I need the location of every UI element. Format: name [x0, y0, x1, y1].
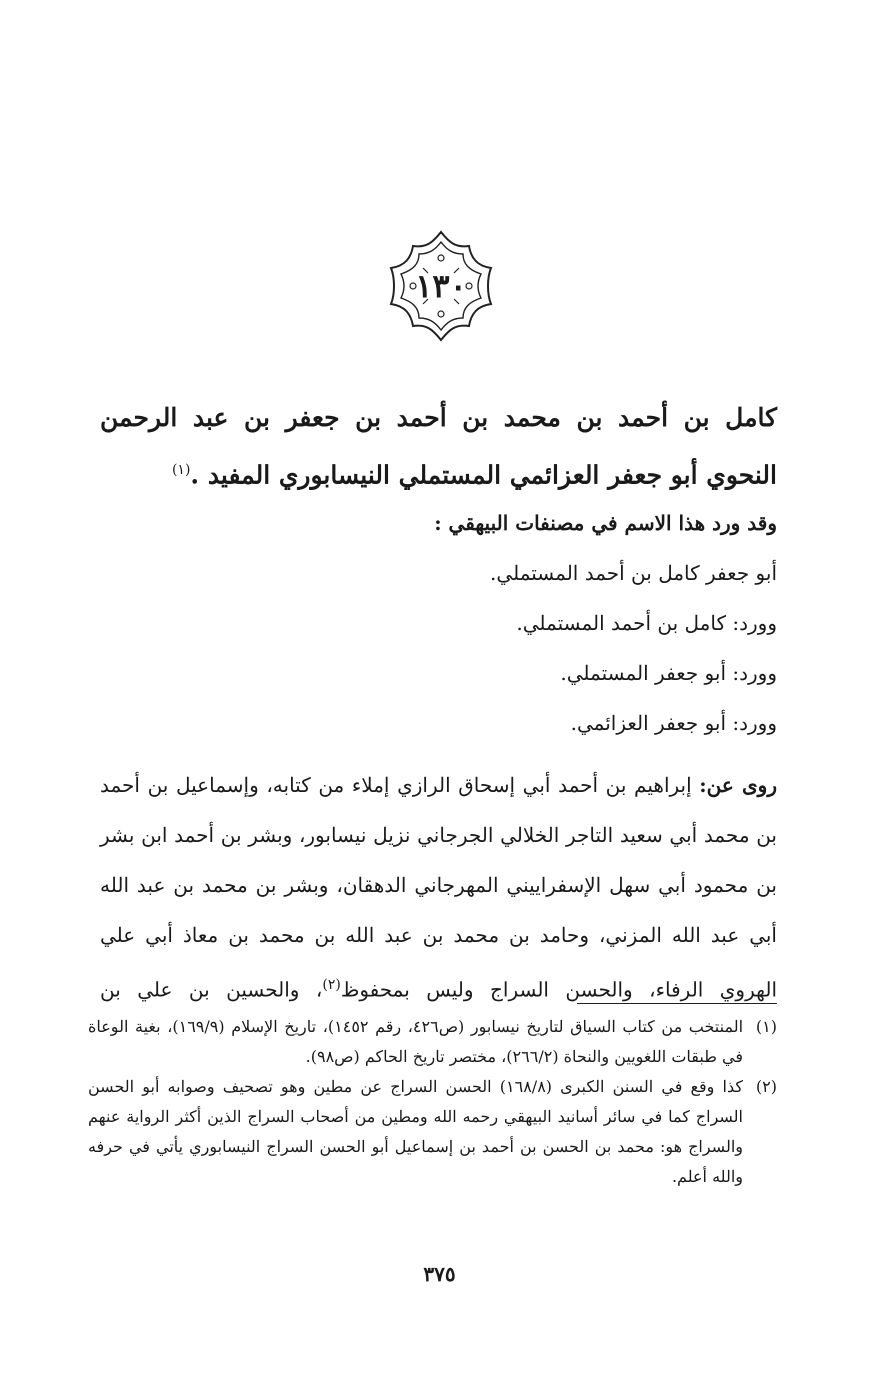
- footnote: [88, 1072, 777, 1192]
- name-variant: وورد: أبو جعفر المستملي.: [560, 661, 777, 685]
- entry-title-text: كامل بن أحمد بن محمد بن أحمد بن جعفر بن عبد الرحمن النحوي أبو جعفر العزائمي المستملي النيسابوري المفيد .: [100, 403, 777, 490]
- footnote-separator: [577, 1003, 777, 1004]
- name-variants: [100, 548, 777, 748]
- footnotes: [88, 1012, 777, 1192]
- entry-number-ornament: [383, 228, 499, 344]
- footnote-ref-2: (٢): [322, 977, 341, 993]
- entry-number: ١٣٠: [415, 267, 467, 305]
- footnote: [88, 1012, 777, 1072]
- name-variant: أبو جعفر كامل بن أحمد المستملي.: [490, 561, 777, 585]
- footnote-number: (٢): [755, 1077, 777, 1096]
- entry-title: [100, 392, 777, 501]
- footnote-ref-1: (١): [171, 462, 191, 478]
- narrated-from-text: إبراهيم بن أحمد أبي إسحاق الرازي إملاء من كتابه، وإسماعيل بن أحمد بن محمد أبي سعيد التاجر الخلالي الجرجاني نزيل نيسابور، وبشر بن أحمد ابن بشر بن محمود أبي سهل الإسفراييني المهرجاني الدهقان، وبشر بن محمد بن عبد الله أبي عبد الله المزني، وحامد بن محمد بن عبد الله بن محمد بن معاذ أبي علي الهروي الرفاء، والحسن السراج وليس بمحفوظ: [100, 773, 777, 1002]
- footnote-text: كذا وقع في السنن الكبرى (١٦٨/٨) الحسن السراج عن مطين وهو تصحيف وصوابه أبو الحسن السراج كما في سائر أسانيد البيهقي رحمه الله ومطين من أصحاب السراج الذين أكثر الرواية عنهم والسراج هو: محمد بن الحسن بن أحمد بن إسماعيل أبو الحسن السراج النيسابوري يأتي في حرفه والله أعلم.: [88, 1077, 744, 1186]
- name-variant: وورد: أبو جعفر العزائمي.: [570, 711, 777, 735]
- narrated-from-text-tail: ، والحسين بن علي بن: [100, 977, 323, 1002]
- footnote-number: (١): [755, 1017, 777, 1036]
- name-variant: وورد: كامل بن أحمد المستملي.: [516, 611, 777, 635]
- footnote-text: المنتخب من كتاب السياق لتاريخ نيسابور (ص٤٢٦، رقم ١٤٥٢)، تاريخ الإسلام (١٦٩/٩)، بغية الوعاة في طبقات اللغويين والنحاة (٢٦٦/٢)، مختصر تاريخ الحاكم (ص٩٨).: [88, 1017, 744, 1066]
- narrated-from-paragraph: [100, 760, 777, 1015]
- intro-line: وقد ورد هذا الاسم في مصنفات البيهقي :: [434, 511, 777, 535]
- narrated-from-label: روى عن:: [699, 773, 778, 797]
- page-number: ٣٧٥: [423, 1262, 456, 1286]
